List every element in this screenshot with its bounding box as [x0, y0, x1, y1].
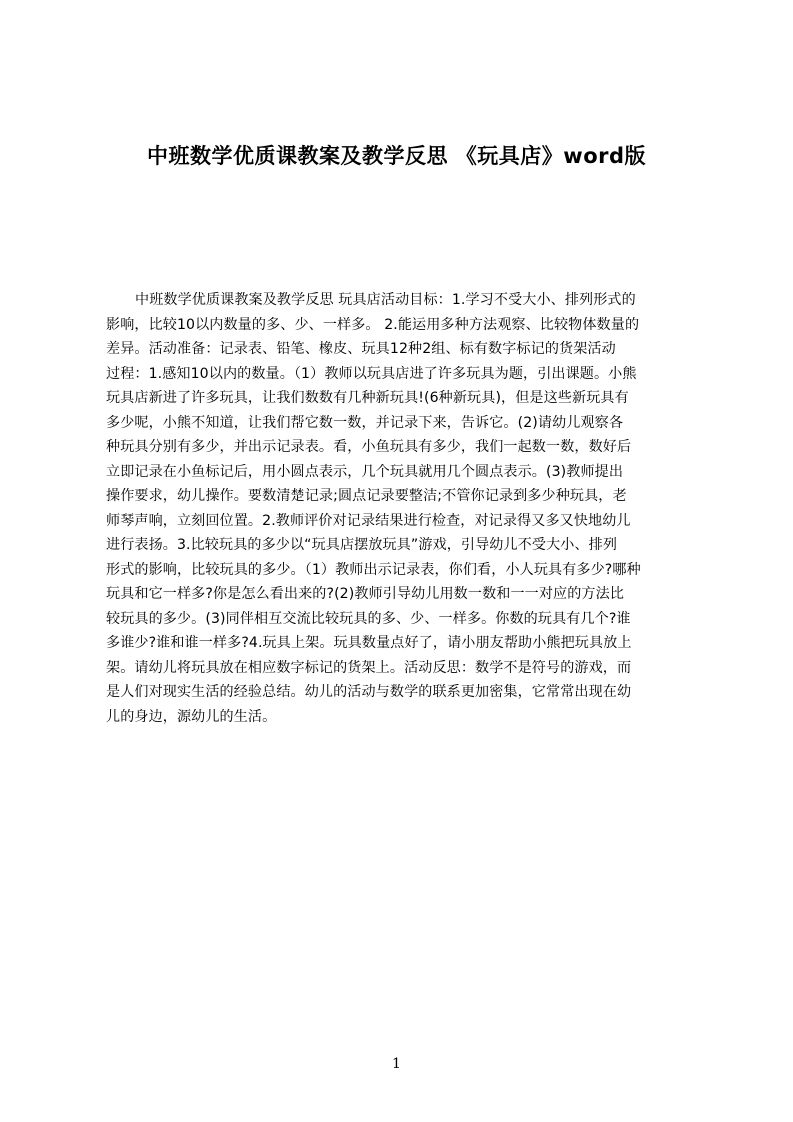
body-line: 玩具店新进了许多玩具，让我们数数有几种新玩具!(6种新玩具)，但是这些新玩具有 — [106, 390, 629, 406]
body-line: 多少呢，小熊不知道，让我们帮它数一数，并记录下来，告诉它。(2)请幼儿观察各 — [106, 414, 624, 431]
page-number: 1 — [392, 1056, 401, 1072]
body-line: 操作要求，幼儿操作。要数清楚记录;圆点记录要整洁;不管你记录到多少种玩具，老 — [106, 488, 627, 504]
body-line: 架。请幼儿将玩具放在相应数字标记的货架上。活动反思：数学不是符号的游戏，而 — [106, 659, 632, 676]
body-line: 是人们对现实生活的经验总结。幼儿的活动与数学的联系更加密集，它常常出现在幼 — [106, 684, 632, 700]
document-title: 中班数学优质课教案及教学反思 《玩具店》word版 — [146, 144, 647, 168]
body-line: 差异。活动准备：记录表、铅笔、橡皮、玩具12种2组、标有数字标记的货架活动 — [106, 341, 616, 357]
body-line: 形式的影响，比较玩具的多少。（1）教师出示记录表，你们看，小人玩具有多少?哪种 — [106, 561, 641, 578]
body-line: 儿的身边，源幼儿的生活。 — [106, 708, 277, 725]
body-line: 种玩具分别有多少，并出示记录表。看，小鱼玩具有多少，我们一起数一数，数好后 — [106, 439, 632, 455]
body-line: 立即记录在小鱼标记后，用小圆点表示，几个玩具就用几个圆点表示。(3)教师提出 — [106, 463, 624, 480]
body-line: 多谁少?谁和谁一样多?4.玩具上架。玩具数量点好了，请小朋友帮助小熊把玩具放上 — [106, 635, 632, 651]
body-line: 过程：1.感知10以内的数量。（1）教师以玩具店进了许多玩具为题，引出课题。小熊 — [106, 365, 637, 382]
body-line: 师琴声响，立刻回位置。2.教师评价对记录结果进行检查，对记录得又多又快地幼儿 — [106, 512, 631, 529]
body-line: 中班数学优质课教案及教学反思 玩具店活动目标：1.学习不受大小、排列形式的 — [135, 292, 636, 308]
body-line: 影响，比较10以内数量的多、少、一样多。 2.能运用多种方法观察、比较物体数量的 — [106, 316, 640, 333]
body-line: 进行表扬。3.比较玩具的多少以“玩具店摆放玩具”游戏，引导幼儿不受大小、排列 — [106, 537, 618, 553]
body-line: 玩具和它一样多?你是怎么看出来的?(2)教师引导幼儿用数一数和一一对应的方法比 — [106, 586, 625, 602]
body-line: 较玩具的多少。(3)同伴相互交流比较玩具的多、少、一样多。你数的玩具有几个?谁 — [106, 610, 631, 627]
document-body — [106, 288, 709, 768]
